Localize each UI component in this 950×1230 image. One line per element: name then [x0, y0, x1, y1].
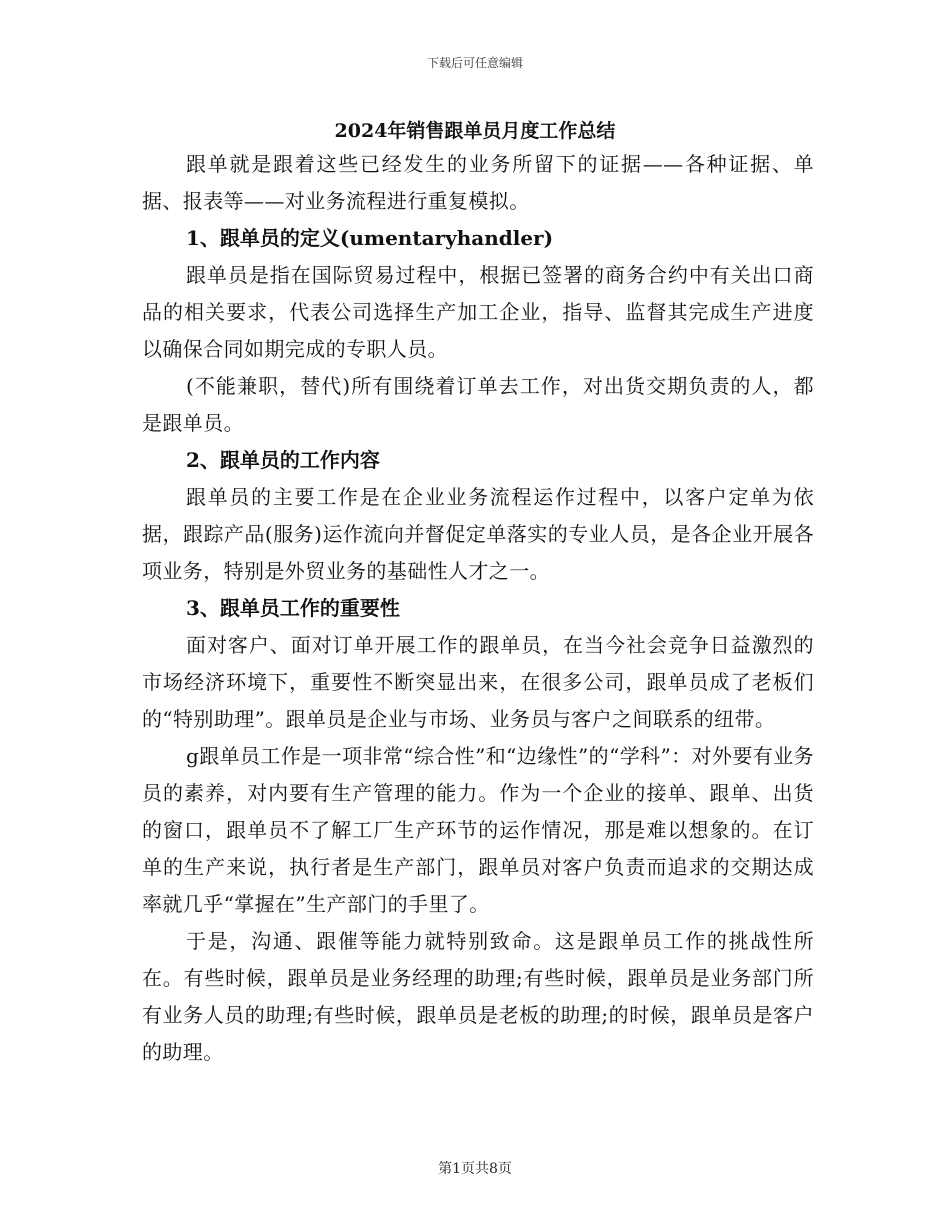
section-3-heading: 3、跟单员工作的重要性	[186, 596, 400, 620]
section-3-paragraph-2: g跟单员工作是一项非常“综合性”和“边缘性”的“学科”：对外要有业务员的素养，对内要有生产管理的能力。作为一个企业的接单、跟单、出货的窗口，跟单员不了解工厂生产环节的运作情况，那是难以想象的。在订单的生产来说，执行者是生产部门，跟单员对客户负责而追求的交期达成率就几乎“掌握在”生产部门的手里了。	[142, 744, 814, 916]
intro-paragraph: 跟单就是跟着这些已经发生的业务所留下的证据——各种证据、单据、报表等——对业务流程进行重复模拟。	[142, 152, 814, 213]
page-footer: 第1页共8页	[438, 1161, 512, 1177]
section-3-paragraph-3: 于是，沟通、跟催等能力就特别致命。这是跟单员工作的挑战性所在。有些时候，跟单员是业务经理的助理;有些时候，跟单员是业务部门所有业务人员的助理;有些时候，跟单员是老板的助理;的时候，跟单员是客户的助理。	[142, 929, 814, 1064]
section-2-paragraph-1: 跟单员的主要工作是在企业业务流程运作过程中，以客户定单为依据，跟踪产品(服务)运作流向并督促定单落实的专业人员，是各企业开展各项业务，特别是外贸业务的基础性人才之一。	[142, 485, 814, 583]
section-1-paragraph-2: (不能兼职，替代)所有围绕着订单去工作，对出货交期负责的人，都是跟单员。	[142, 374, 814, 435]
section-3-paragraph-1: 面对客户、面对订单开展工作的跟单员，在当今社会竞争日益激烈的市场经济环境下，重要性不断突显出来，在很多公司，跟单员成了老板们的“特别助理”。跟单员是企业与市场、业务员与客户之间联系的纽带。	[142, 633, 814, 731]
document-body	[142, 146, 814, 1071]
document-title: 2024年销售跟单员月度工作总结	[334, 120, 616, 142]
section-2-heading: 2、跟单员的工作内容	[186, 448, 380, 472]
section-1-paragraph-1: 跟单员是指在国际贸易过程中，根据已签署的商务合约中有关出口商品的相关要求，代表公司选择生产加工企业，指导、监督其完成生产进度以确保合同如期完成的专职人员。	[142, 263, 814, 361]
header-note: 下载后可任意编辑	[426, 56, 523, 70]
section-1-heading: 1、跟单员的定义(umentaryhandler)	[186, 226, 554, 250]
